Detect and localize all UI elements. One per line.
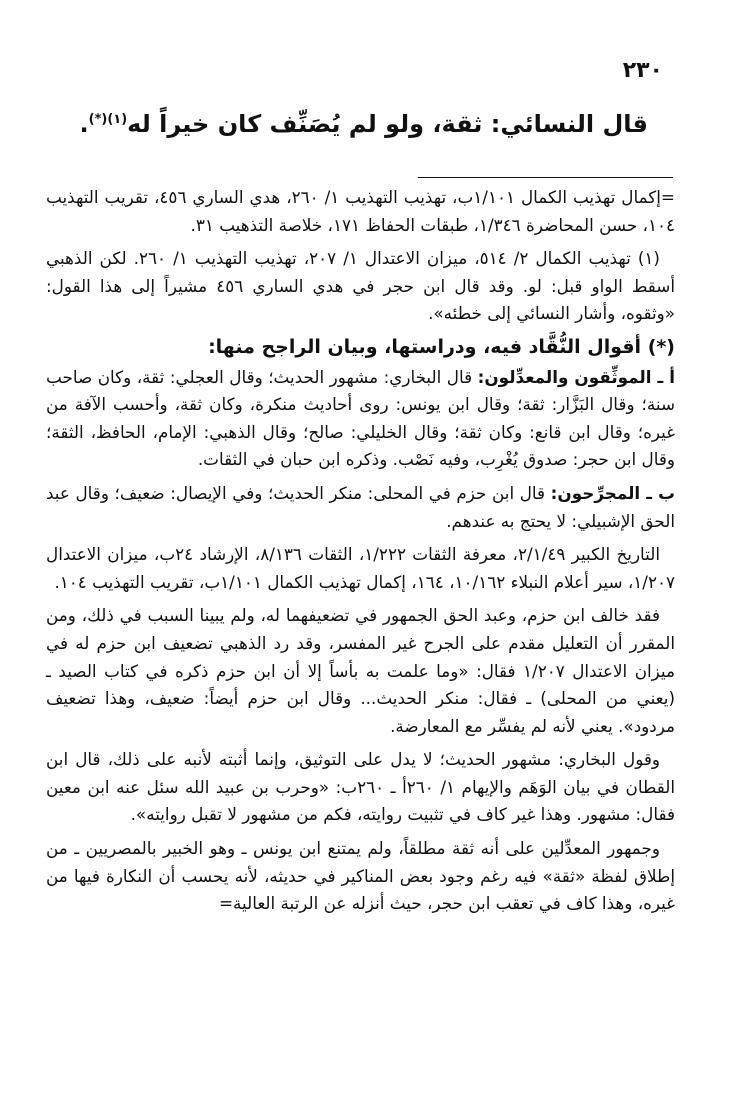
page-heading [80, 110, 648, 138]
section-b-label: ب ـ المجرِّحون: [550, 482, 675, 503]
footnote-1: (١) تهذيب الكمال ٢/ ٥١٤، ميزان الاعتدال ١/ ٢٠٧، تهذيب التهذيب ١/ ٢٦٠. لكن الذهبي أسقط الواو قبل: لو. وقد قال ابن حجر في هدي الساري ٤٥٦ مشيراً إلى هذا القول: «وثقوه، وأشار النسائي إلى خطئه». [46, 248, 675, 324]
sources-list: التاريخ الكبير ٢/١/٤٩، معرفة الثقات ١/٢٢٢، الثقات ٨/١٣٦، الإرشاد ٢٤ب، ميزان الاعتدال ١/٢٠٧، سير أعلام النبلاء ١٠/١٦٢، ١٦٤، إكمال تهذيب الكمال ١/١٠١ب، تقريب التهذيب ١٠٤. [46, 544, 675, 592]
heading-end: . [79, 110, 89, 138]
footnote-divider [418, 177, 673, 178]
page-number: ٢٣٠ [622, 58, 663, 83]
footnote-marks: (١)(*) [88, 112, 128, 127]
footnote-continued: =إكمال تهذيب الكمال ١/١٠١ب، تهذيب التهذيب ١/ ٢٦٠، هدي الساري ٤٥٦، تقريب التهذيب ١٠٤، حسن المحاضرة ١/٣٤٦، طبقات الحفاظ ١٧١، خلاصة التذهيب ٣١. [46, 187, 675, 235]
heading-text: قال النسائي: ثقة، ولو لم يُصَنِّف كان خيراً له [127, 110, 648, 138]
discussion-paragraph-1: فقد خالف ابن حزم، وعبد الحق الجمهور في تضعيفهما له، ولم يبينا السبب في ذلك، ومن المقرر أن التعليل مقدم على الجرح غير المفسر، وقد رد الذهبي تضعيف ابن حزم له في ميزان الاعتدال ١/٢٠٧ فقال: «وما علمت به بأساً إلا أن ابن حزم ذكره في كتاب الصيد ـ (يعني من المحلى) ـ فقال: منكر الحديث... وقال ابن حزم أيضاً: ضعيف، وهذا تضعيف مردود». يعني لأنه لم يفسِّر مع المعارضة. [46, 605, 675, 736]
section-a [46, 364, 675, 474]
discussion-paragraph-3: وجمهور المعدِّلين على أنه ثقة مطلقاً، ولم يمتنع ابن يونس ـ وهو الخبير بالمصريين ـ من إطلاق لفظة «ثقة» فيه رغم وجود بعض المناكير في حديثه، لأنه يحسب أن النكارة فيها من غيره، وهذا كاف في تعقب ابن حجر، حيث أنزله عن الرتبة العالية= [46, 838, 675, 914]
section-a-text: قال البخاري: مشهور الحديث؛ وقال العجلي: ثقة، وكان صاحب سنة؛ وقال البَزَّار: ثقة؛ وقال ابن يونس: روى أحاديث منكرة، وكان ثقة، وأحسب الآفة من غيره؛ وقال ابن قانع: وكان ثقة؛ وقال الخليلي: صالح؛ وقال الذهبي: الإمام، الحافظ، الثقة؛ وقال ابن حجر: صدوق يُغْرِب، وفيه نَصْب. وذكره ابن حبان في الثقات. [46, 366, 675, 470]
discussion-paragraph-2: وقول البخاري: مشهور الحديث؛ لا يدل على التوثيق، وإنما أثبته لأنبه على ذلك، قال ابن القطان في بيان الوَهَم والإيهام ١/ ٢٦٠أ ـ ٢٦٠ب: «وحرب بن عبيد الله سئل عنه ابن معين فقال: مشهور. وهذا غير كاف في تثبيت روايته، فكم من مشهور لا تقبل روايته». [46, 749, 676, 825]
section-b-text: قال ابن حزم في المحلى: منكر الحديث؛ وفي الإيصال: ضعيف؛ وقال عبد الحق الإشبيلي: لا يحتج به عندهم. [46, 482, 675, 531]
critics-heading: (*) أقوال النُّقَّاد فيه، ودراستها، وبيان الراجح منها: [208, 335, 675, 358]
footnotes [46, 184, 675, 924]
section-a-label: أ ـ الموثِّقون والمعدِّلون: [477, 366, 675, 387]
section-b [46, 480, 675, 535]
